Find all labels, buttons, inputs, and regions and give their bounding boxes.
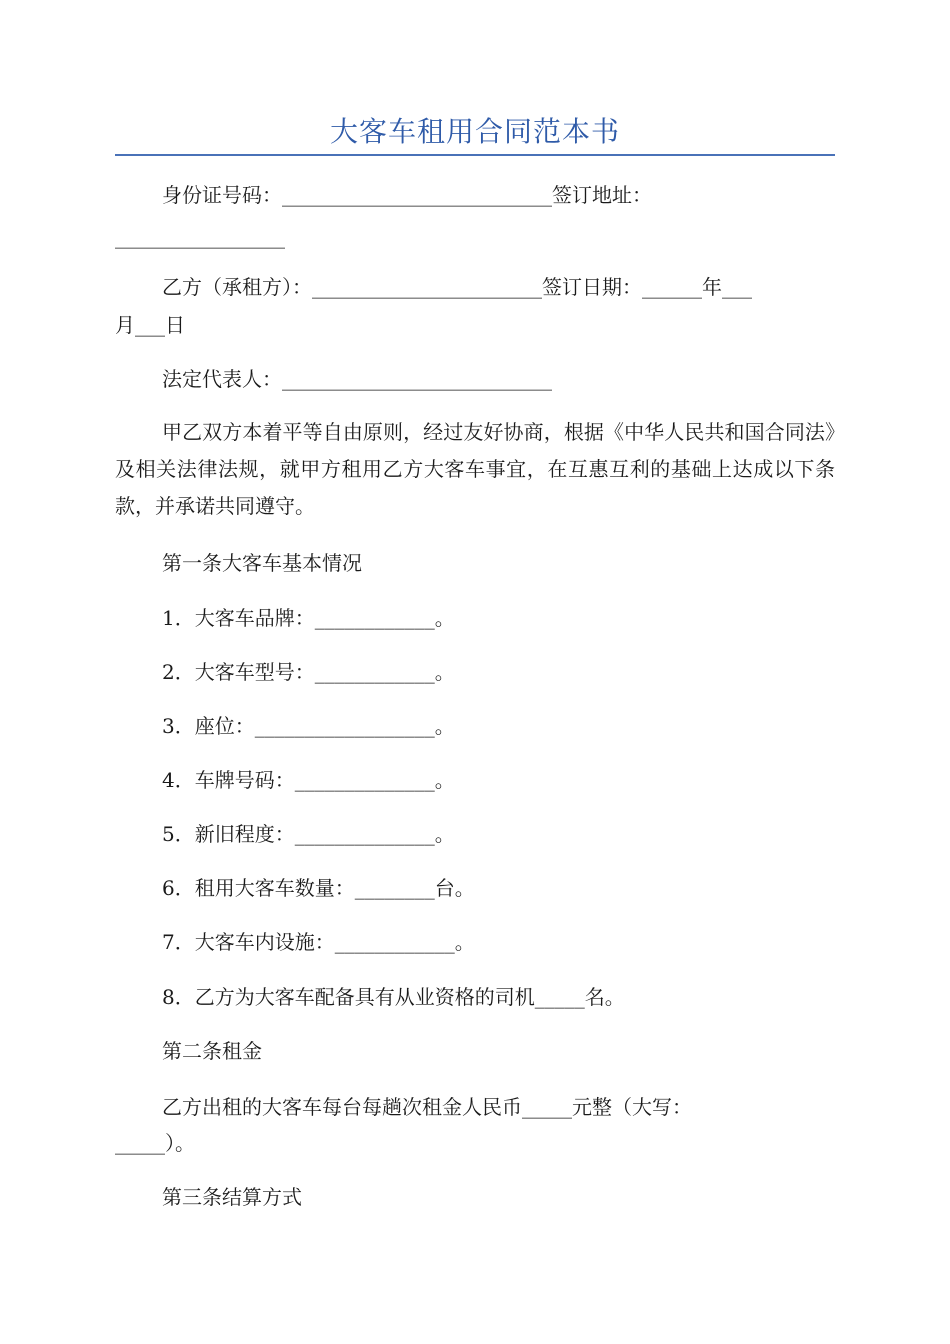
party-b-line: 乙方（承租方）：_______________________签订日期：______年___ bbox=[162, 275, 752, 299]
id-number-line: 身份证号码：___________________________签订地址： bbox=[162, 183, 652, 207]
title-divider bbox=[115, 154, 835, 156]
list-item: 8．乙方为大客车配备具有从业资格的司机_____名。 bbox=[162, 985, 625, 1009]
document-title: 大客车租用合同范本书 bbox=[329, 115, 620, 148]
list-item: 6．租用大客车数量：________台。 bbox=[162, 876, 475, 900]
list-item: 3．座位：__________________。 bbox=[162, 714, 455, 738]
list-item: 5．新旧程度：______________。 bbox=[162, 822, 455, 846]
list-item: 2．大客车型号：____________。 bbox=[162, 660, 455, 684]
rent-line: 乙方出租的大客车每台每趟次租金人民币_____元整（大写： bbox=[162, 1095, 692, 1119]
article-3-heading: 第三条结算方式 bbox=[162, 1185, 302, 1209]
legal-representative-line: 法定代表人：___________________________ bbox=[162, 367, 552, 391]
list-item: 4．车牌号码：______________。 bbox=[162, 768, 455, 792]
article-2-heading: 第二条租金 bbox=[162, 1039, 262, 1063]
intro-paragraph: 甲乙双方本着平等自由原则，经过友好协商，根据《中华人民共和国合同法》及相关法律法规，就甲方租用乙方大客车事宜，在互惠互利的基础上达成以下条款，并承诺共同遵守。 bbox=[115, 420, 835, 518]
party-b-line-cont: 月___日 bbox=[115, 313, 185, 337]
id-number-line-cont: _________________ bbox=[115, 225, 285, 249]
article-1-heading: 第一条大客车基本情况 bbox=[162, 551, 362, 575]
list-item: 1．大客车品牌：____________。 bbox=[162, 606, 455, 630]
rent-line-cont: _____）。 bbox=[115, 1131, 195, 1155]
list-item: 7．大客车内设施：____________。 bbox=[162, 930, 475, 954]
